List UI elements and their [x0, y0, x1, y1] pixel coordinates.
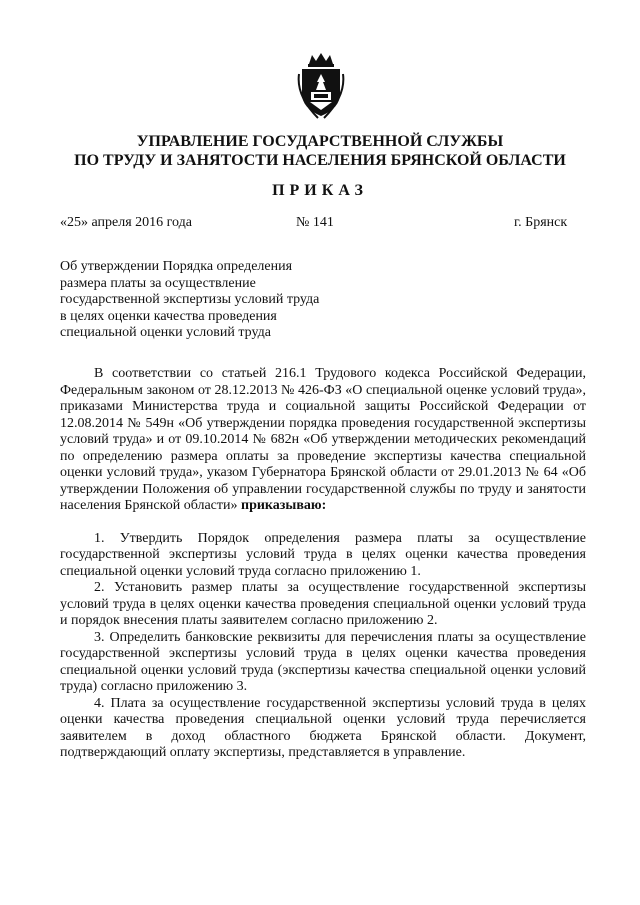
order-item: 1. Утвердить Порядок определения размера платы за осуществление государственной экспертизы условий труда в целях оценки качества проведения специальной оценки условий труда согласно приложению 1. — [60, 530, 586, 579]
bryansk-coat-of-arms-icon — [296, 52, 346, 120]
order-number: № 141 — [296, 215, 334, 230]
subject-line: размера платы за осуществление — [60, 275, 256, 291]
order-item: 3. Определить банковские реквизиты для перечисления платы за осуществление государственной экспертизы условий труда в целях оценки качества проведения специальной оценки условий труда (экспертизы качества специальной оценки условий труда) согласно приложению 3. — [60, 629, 586, 694]
order-subject — [60, 259, 380, 342]
subject-line: Об утверждении Порядка определения — [60, 259, 293, 274]
subject-line: специальной оценки условий труда — [60, 325, 271, 341]
preamble-directive: приказываю: — [241, 498, 327, 513]
document-type-title: ПРИКАЗ — [272, 182, 368, 199]
preamble-text: В соответствии со статьей 216.1 Трудового кодекса Российской Федерации, Федеральным законом от 28.12.2013 № 426-ФЗ «О специальной оценке условий труда», приказами Министерства труда и социальной защиты Российской Федерации от 12.08.2014 № 549н «Об утверждении порядка проведения государственной экспертизы условий труда» и от 09.10.2014 № 682н «Об утверждении методических рекомендаций по определению размера оплаты за проведение экспертизы качества специальной оценки условий труда», указом Губернатора Брянской области от 29.01.2013 № 64 «Об утверждении Положения об управлении государственной службы по труду и занятости населения Брянской области» — [60, 366, 586, 513]
authority-line-1: УПРАВЛЕНИЕ ГОСУДАРСТВЕННОЙ СЛУЖБЫ — [136, 133, 504, 150]
order-item: 2. Установить размер платы за осуществление государственной экспертизы условий труда в целях оценки качества проведения специальной оценки условий труда и порядок внесения платы заявителем согласно приложению 2. — [60, 580, 586, 628]
order-city: г. Брянск — [514, 215, 568, 230]
preamble-paragraph — [60, 366, 586, 515]
order-body — [60, 366, 586, 762]
subject-line: в целях оценки качества проведения — [60, 308, 277, 324]
authority-line-2: ПО ТРУДУ И ЗАНЯТОСТИ НАСЕЛЕНИЯ БРЯНСКОЙ ОБЛАСТИ — [74, 152, 566, 169]
issuing-authority — [60, 132, 580, 170]
subject-line: государственной экспертизы условий труда — [60, 292, 320, 308]
order-date: «25» апреля 2016 года — [60, 215, 192, 230]
order-item: 4. Плата за осуществление государственной экспертизы условий труда в целях оценки качества проведения специальной оценки условий труда перечисляется заявителем в доход областного бюджета Брянской области. Документ, подтверждающий оплату экспертизы, представляется в управление. — [60, 695, 586, 760]
